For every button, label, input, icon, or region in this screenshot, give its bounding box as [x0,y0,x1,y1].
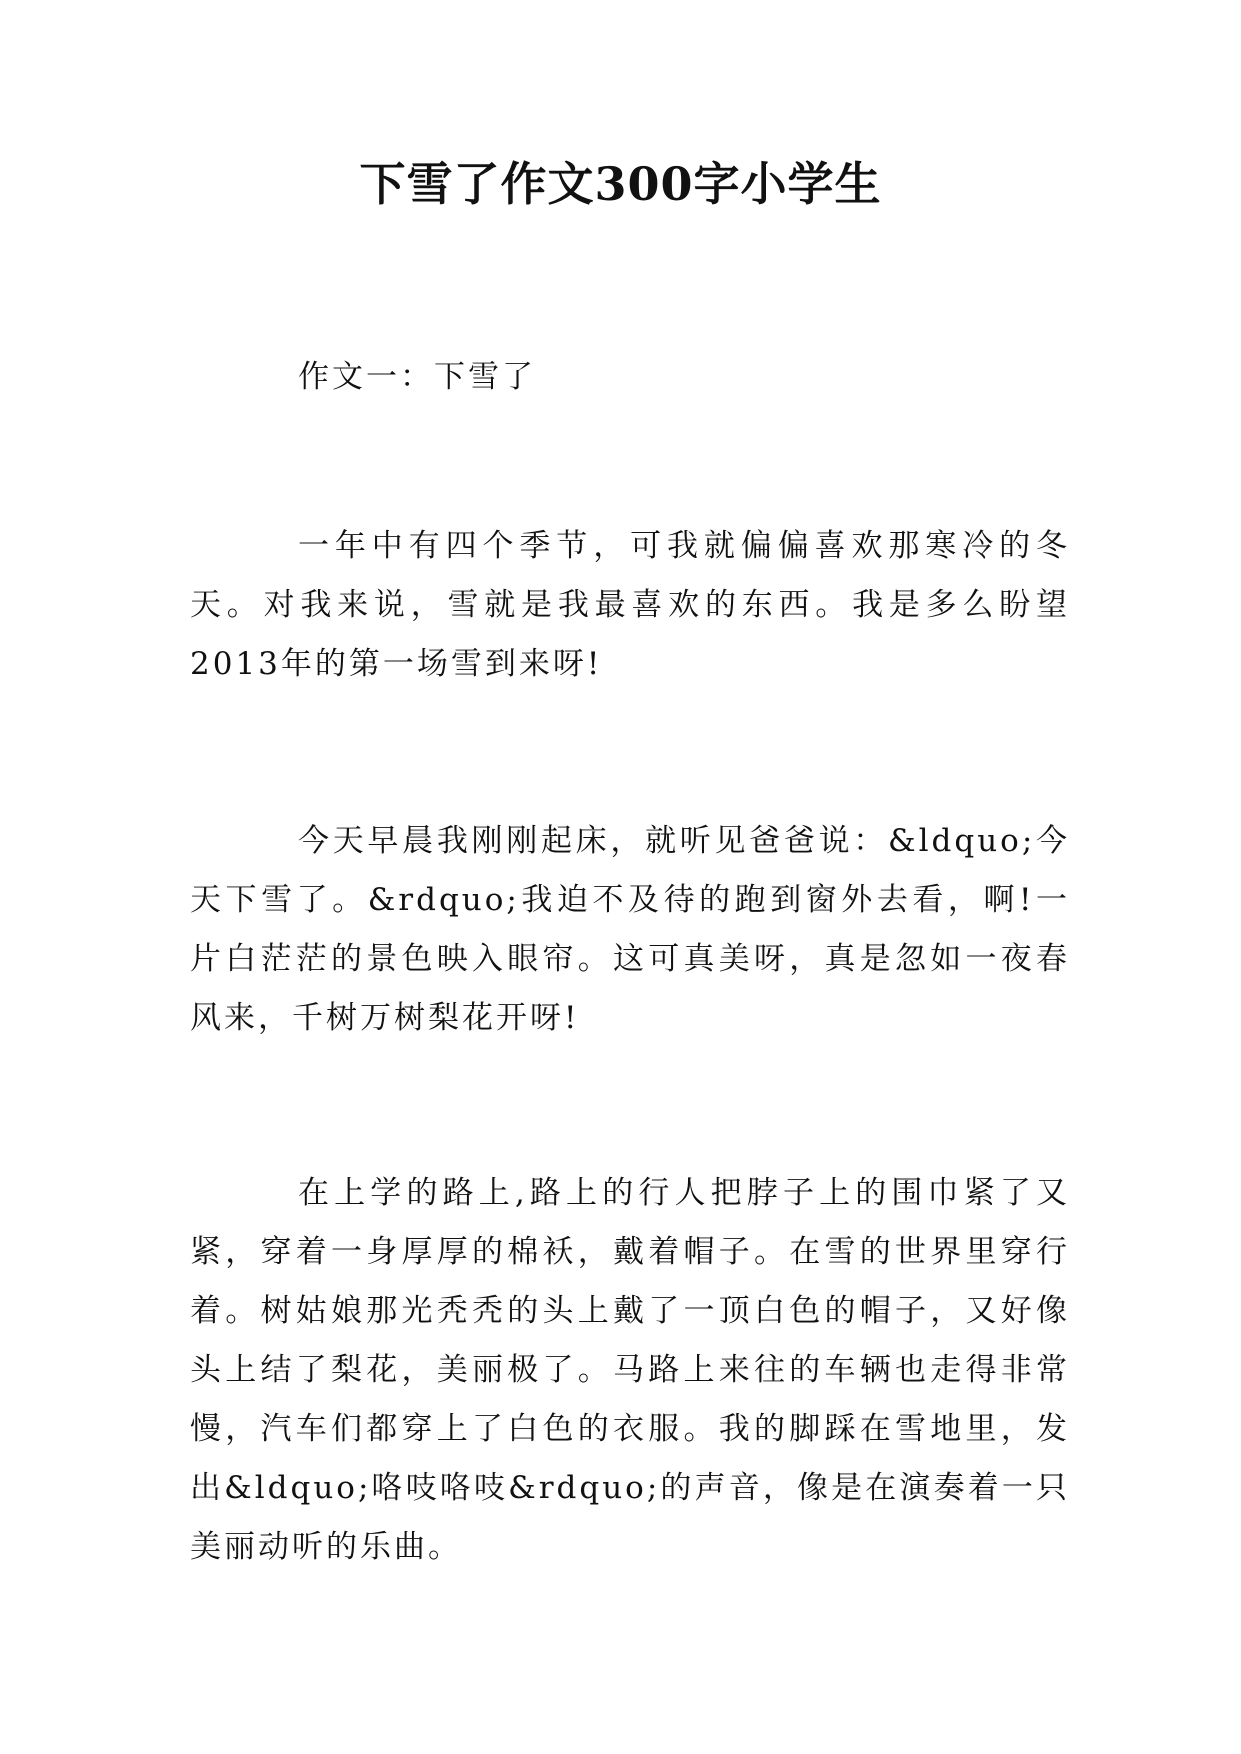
section-heading: 作文一：下雪了 [298,359,536,395]
document-title: 下雪了作文300字小学生 [359,157,882,211]
paragraph-2: 今天早晨我刚刚起床，就听见爸爸说：&ldquo;今天下雪了。&rdquo;我迫不及待的跑到窗外去看，啊!一片白茫茫的景色映入眼帘。这可真美呀，真是忽如一夜春风来，千树万树梨花开呀! [190,823,1070,1036]
paragraph-3: 在上学的路上,路上的行人把脖子上的围巾紧了又紧，穿着一身厚厚的棉袄，戴着帽子。在雪的世界里穿行着。树姑娘那光秃秃的头上戴了一顶白色的帽子，又好像头上结了梨花，美丽极了。马路上来往的车辆也走得非常慢，汽车们都穿上了白色的衣服。我的脚踩在雪地里，发出&ldquo;咯吱咯吱&rdquo;的声音，像是在演奏着一只美丽动听的乐曲。 [190,1175,1070,1565]
paragraph-1: 一年中有四个季节，可我就偏偏喜欢那寒冷的冬天。对我来说，雪就是我最喜欢的东西。我是多么盼望2013年的第一场雪到来呀! [190,528,1070,682]
